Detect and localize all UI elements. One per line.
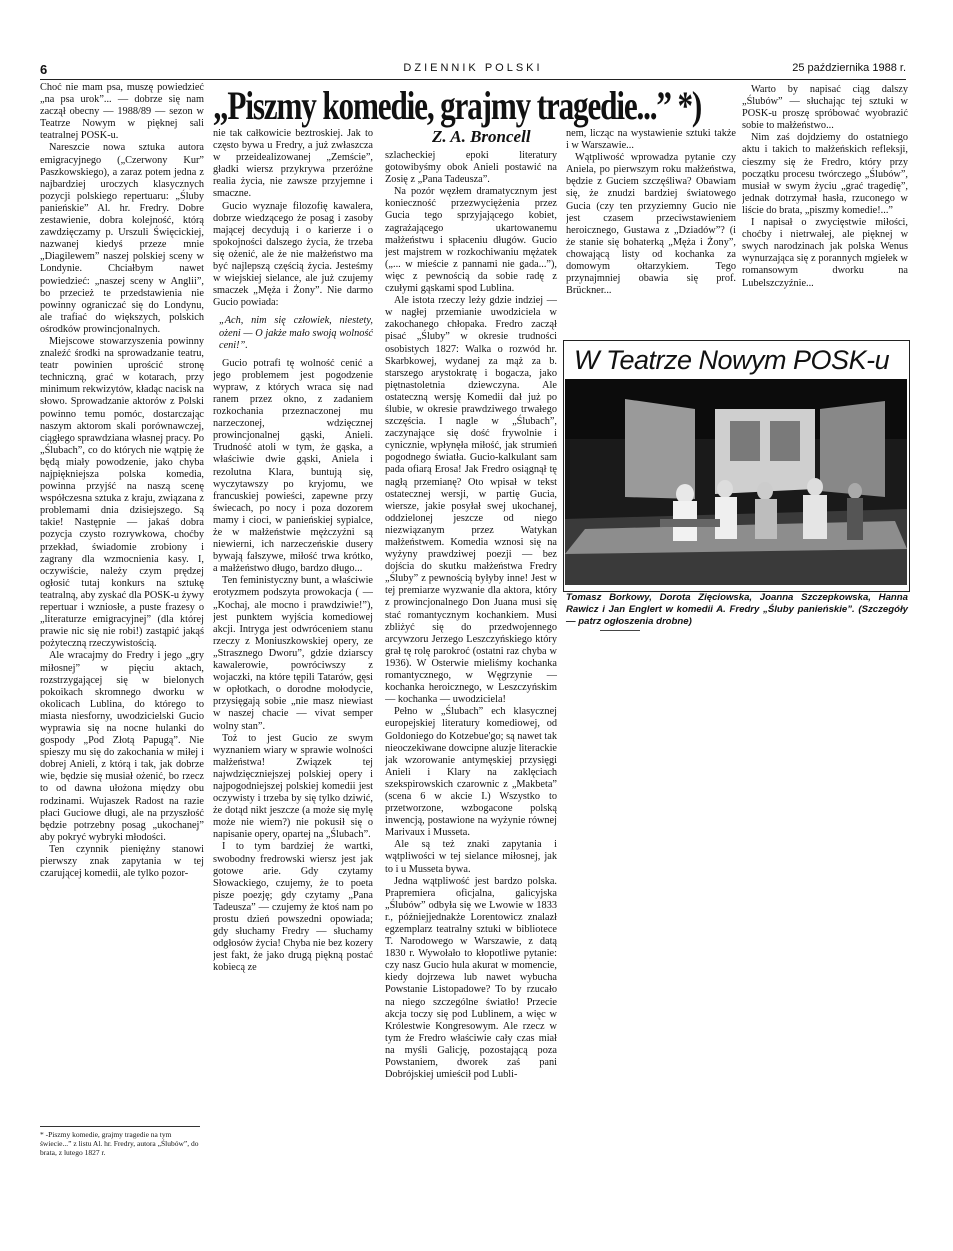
page-header (40, 62, 906, 76)
paragraph: Ten feministyczny bunt, a właściwie erotyzmem podszyta prowokacja ( — „Kochaj, ale mocno i prawdziwie!”), jest punktem wyjścia komediowej akcji. Intryga jest odwróceniem stanu rzeczy z Moniuszkowskiej opery, ze „Strasznego Dworu”, gdzie dziarscy kawalerowie, powróciwszy z wojaczki, na które tępili Tatarów, gęsi w opłotkach, o dorodne mołodycie, przysięgają sobie „nie masz niewiast w naszej chacie — vivat semper wolny stan”. (213, 575, 373, 732)
paragraph: Na pozór węzłem dramatycznym jest konieczność przezwyciężenia przez Gucia tego sprzyjającego kobiet, zagrażającego ukartowanemu małżeństwu i spłaceniu długów. Gucio jest majstrem w rozkochiwaniu mężatek („... w mieście z pannami nie gada...”), więc z pewnością da sobie radę z czułymi gąskami spod Lublina. (385, 186, 557, 295)
paragraph: szlacheckiej epoki literatury gotowibyśmy obok Anieli postawić na Zosię z „Pana Tadeusza”. (385, 150, 557, 186)
paragraph: Wątpliwość wprowadza pytanie czy Aniela, po pierwszym roku małżeństwa, będzie z Guciem szczęśliwa? Obawiam się, że znudzi bardziej światowego Gucia (czy ten przyziemny Gucio nie jest czasem przeciwstawieniem heroicznego, Gustawa z „Dziadów”? (i że stanie się bohaterką „Męża i Żony”, chowającą listy od kochanka za domowym ołtarzykiem. Tego przynajmniej obawia się prof. Brückner... (566, 152, 736, 297)
paragraph: Gucio potrafi tę wolność cenić a jego problemem jest pogodzenie wypraw, z których wraca się nad ranem przez okno, z zadaniem rozkochania przeznaczonej mu narzeczonej, wdzięcznej prowincjonalnej gąski, Anieli. Trudność atoli w tym, że gąska, a właściwie dwie gąski, Aniela i rezolutna Klara, buntują się, wyczytawszy po kryjomu, we francuskiej powieści, zapewne przy świecach, po nocy i poza dozorem mamy i cioci, w panieńskiej sypialce, że w małżeństwie mężczyźni są niewierni, ich narzeczeńskie dusery bywają fałszywe, miłość trwa krótko, a małżeństwo długo, bardzo długo... (213, 357, 373, 575)
paragraph: Nim zaś dojdziemy do ostatniego aktu i takich to małżeńskich refleksji, cieszmy się że Fredro, który przy początku procesu twórczego „Ślubów”, musiał w swym życiu „grać tragedię”, jednak dotrzymał hasła, rzuconego w liście do brata, „piszmy komedie!...” (742, 132, 908, 216)
photo-box (563, 340, 910, 592)
paragraph: nie tak całkowicie beztroskiej. Jak to często bywa u Fredry, a już zwłaszcza w przeidealizowanej „Zemście”, gładki wiersz przykrywa przeróżne realia życia, nie zawsze przyjemne i smaczne. (213, 128, 373, 200)
header-rule (40, 79, 906, 80)
paragraph: Ale wracajmy do Fredry i jego „gry miłosnej” w pięciu aktach, rozstrzygającej się w bielonych pokoikach skromnego dworku w okolicach Lublina, do którego to miasta niesforny, uwodzicielski Gucio wyprawia się na nocne hulanki do gospody „Pod Złotą Papugą”. Nie spieszy mu się do zakochania w miłej i dobrej Anieli, z którą i tak, jak dobrze wie, będzie się musiał ożenić, bo rzecz to od dawna ułożona między obu rodzinami. Wujaszek Radost na razie płaci Guciowe długi, ale na przyszłość będzie potrzebny posag „ukochanej” aby pokryć wybryki młodości. (40, 650, 204, 843)
article-column-3 (385, 150, 557, 1230)
issue-date: 25 października 1988 r. (792, 62, 906, 74)
paragraph: Miejscowe stowarzyszenia powinny znaleźć środki na sprowadzanie teatru, teatr powinien uprościć stronę techniczną, grać w kotarach, przy minimum rekwizytów, kładąc nacisk na słowo. Sprowadzanie aktorów z Polski powinno temu pomóc, dostarczając naszym aktorom skali porównawczej, ciągłego sprawdziana własnej pracy. Po „Ślubach”, co do których nie wątpię że będą miały powodzenie, jako chyba najpiękniejsza polska komedia, powinna przyjść na naszą scenę współczesna sztuka z kraju, związana z problemami dnia dzisiejszego. Są takie! Następnie — jakaś dobra pozycja czysto rozrywkowa, choćby przekład, świadomie zrobiony i zagrany dla wzmocnienia kasy. I, oczywiście, należy czym prędzej ogłosić tutaj konkurs na sztukę teatralną, aby zyskać dla POSK-u żywy repertuar i wzniosłe, a puste frazesy o „literaturze emigracyjnej” (dla której prawie nic się nie robi!) zastąpić jakąś pożyteczną rzeczywistością. (40, 335, 204, 650)
footnote: * -Piszmy komedie, grajmy tragedie na tym świecie...” z listu Al. hr. Fredry, autora „Ślubów”, do brata, z lutego 1827 r. (40, 1126, 200, 1157)
article-headline: „Piszmy komedie, grajmy tragedie...” *) (213, 83, 702, 128)
article-column-1 (40, 82, 204, 1122)
article-author: Z. A. Broncell (432, 127, 531, 146)
paragraph: Warto by napisać ciąg dalszy „Ślubów” — słuchając tej sztuki w POSK-u proszę spróbować wyobrazić sobie to małżeństwo... (742, 84, 908, 132)
paragraph: Pełno w „Ślubach” ech klasycznej europejskiej literatury komediowej, od Goldoniego do Kotzebue'go; są nawet tak nieoczekiwane dowcipne aluzje literackie jak wzorowanie antymęskiej przysięgi Anieli i Klary na zaklęciach szekspirowskich czarownic z „Makbeta” (scena 6 w akcie I.) Wszystko to przetworzone, wzbogacone polską inwencją, postawione na wyżynie równej Marivaux i Musseta. (385, 706, 557, 839)
paragraph: Jedna wątpliwość jest bardzo polska. Prapremiera oficjalna, galicyjska „Ślubów” odbyła się we Lwowie w 1833 r., późniejjednakże Lorentowicz znalazł egzemplarz teatralny sztuki w bibliotece T. Narodowego w Warszawie, z datą 1830 r. Wywołało to kłopotliwe pytanie: czy nasz Gucio hula akurat w momencie, kiedy dojrzewa lub nawet wybucha Powstanie Listopadowe? To by rzucało na niego szczególne światło! Przecie akcja toczy się pod Lublinem, a więc w Królestwie Kongresowym. Ale rzecz w tym że Fredro właściwie cały czas miał na myśli Galicję, pozostającą poza Powstaniem, dworek zaś pani Dobrójskiej umieścił pod Lubli- (385, 875, 557, 1081)
paragraph: Toż to jest Gucio ze swym wyznaniem wiary w sprawie wolności małżeństwa! Związek tej najwdzięczniejszej polskiej opery i najpogodniejszej polskiej komedii jest oczywisty i trzeba by się tylko dziwić, że dotąd nikt jeszcze (a może się mylę może nie wiem?) nie pokusił się o napisanie opery, opartej na „Ślubach”. (213, 732, 373, 841)
page-number: 6 (40, 62, 48, 77)
paragraph: Nareszcie nowa sztuka autora emigracyjnego („Czerwony Kur” Paszkowskiego), a zaraz potem jedna z najbardziej uroczych klasycznych pozycji polskiego repertuaru: „Śluby panieńskie” Al. hr. Fredry. Dobre zestawienie, dobra kolejność, którą zawdzięczamy p. Urszuli Święcickiej, nazwanej kiedyś przeze mnie „Diagilewem” naszej polskiej sceny w Londynie. Chciałbym nawet powiedzieć: „naszej sceny w Anglii”, bo przecież te przedstawienia nie powinny ograniczać się do Londynu, ale trafiać do większych, polskich ośrodków prowincjonalnych. (40, 142, 204, 335)
paragraph: Gucio wyznaje filozofię kawalera, dobrze wiedzącego że posag i zasoby mającej decydują i o karierze i o spokojności dalszego życia, że trzeba się ożenić, ale że nie małżeństwo ma być najlepszą częścią życia. Jesteśmy w wiejskiej sielance, ale już czujemy smaczek „Męża i Żony”. Nie darmo Gucio powiada: (213, 200, 373, 309)
article-column-5 (742, 84, 908, 330)
article-column-4 (566, 128, 736, 328)
separator-dash (600, 630, 640, 631)
paragraph: I to tym bardziej że wartki, swobodny fredrowski wiersz jest jak gotowe arie. Gdy czytamy Słowackiego, czujemy, że to poeta pisze poezję; gdy czytamy „Pana Tadeusza” — czujemy że ktoś nam po prostu dzień powszedni opowiada; gdy słuchamy Fredry — słuchamy odgłosów życia! Chyba nie bez kozery jest fakt, że jako drugą piękną postać kobiecą ze (213, 841, 373, 974)
paragraph: Ale istota rzeczy leży gdzie indziej — w nagłej przemianie uwodziciela w zakochanego chłopaka. Fredro zaczął pisać „Śluby” w okresie trudności osobistych 1827: Walka o rozwód hr. Skarbkowej, wydanej za mąż za b. starszego arystokratę i bogacza, jako piętnastoletnia dziewczyna. Ale ostateczną wersję Komedii dał już po ślubie, w okresie prawdziwego trwałego szczęścia. I nagle w „Ślubach”, zaczynające się dość frywolnie i cynicznie, wpłynęła miłość, jak strumień pogodnego światła. Gucio-kalkulant sam pada ofiarą Erosa! Jak Fredro osiągnął tę nagłą przemianę? Oto wpisał w tekst ostatecznej wersji, w partię Gucia, wiersze, jakie posyłał swej ukochanej, oddzielonej jeszcze od niego niezwiązanym przez Watykan małżeństwem. Komedia wznosi się na wyżyny prawdziwej poezji — bez dojścia do skutku małżeństwa Fredry „Śluby” z pewnością byłyby inne! Jest w tej premiarze wyzwanie dla aktora, który z prowincjonalnego Don Juana musi się stać romantycznym kochankiem. Musi zbliżyć się do przedwojennego arcywzoru Jerzego Leszczyńskiego który grał tę rolę parokroć (ostatni raz chyba w 1936). W Osterwie mieliśmy kochanka romantycznego, w Węgrzynie — kochanka heroicznego, w Leszczyńskim — kochanka — uwodziciela! (385, 295, 557, 706)
paragraph: Choć nie mam psa, muszę powiedzieć „na psa urok”... — dobrze się nam zaczął obecny — 1988/89 — sezon w Teatrze Nowym w pięknej sali teatralnej POSK-u. (40, 82, 204, 142)
paragraph: Ten czynnik pieniężny stanowi pierwszy znak zapytania w tej czarującej komedii, ale tylko pozor- (40, 843, 204, 880)
newspaper-name: DZIENNIK POLSKI (403, 62, 543, 74)
paragraph: „Ach, nim się człowiek, niestety, ożeni — O jakże mało swoją wolność ceni!”. (219, 315, 373, 351)
photo-title: W Teatrze Nowym POSK-u (574, 345, 890, 375)
paragraph: Ale są też znaki zapytania i wątpliwości w tej sielance miłosnej, jak to i u Musseta bywa. (385, 839, 557, 875)
paragraph: nem, licząc na wystawienie sztuki także i w Warszawie... (566, 128, 736, 152)
photo-caption: Tomasz Borkowy, Dorota Zięciowska, Joanna Szczepkowska, Hanna Rawicz i Jan Englert w komedii A. Fredry „Śluby panieńskie”. (Szczegóły — patrz ogłoszenia drobne) (566, 592, 908, 627)
stage-photo (565, 379, 907, 585)
article-column-2 (213, 128, 373, 1158)
paragraph: I napisał o zwycięstwie miłości, choćby i nietrwałej, ale pięknej w swych narodzinach jak polska Wenus wynurzająca się z porannych mgiełek w romansowym dworku na Lubelszczyźnie... (742, 217, 908, 289)
